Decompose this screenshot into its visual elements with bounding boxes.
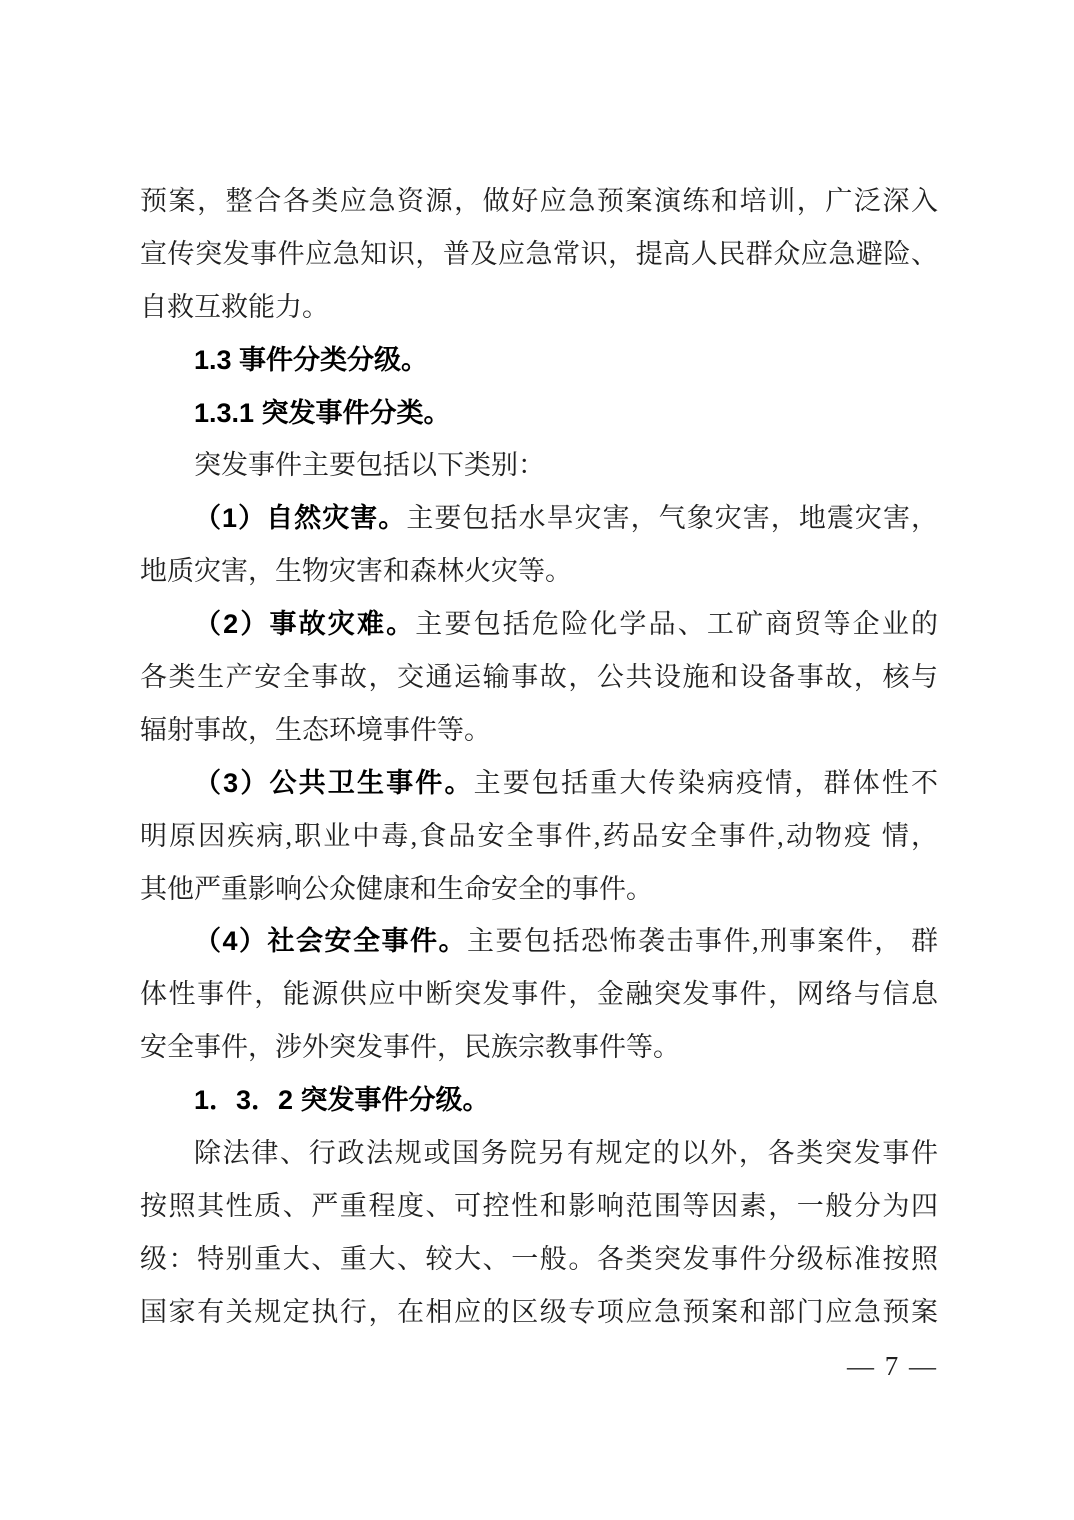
document-line <box>140 387 938 440</box>
text-segment: 自救互救能力。 <box>140 291 329 322</box>
document-line <box>140 1074 938 1127</box>
text-segment: 主要包括重大传染病疫情，群体性不 <box>473 767 938 798</box>
text-segment: 主要包括水旱灾害，气象灾害，地震灾害， <box>406 503 938 534</box>
text-segment: 级：特别重大、重大、较大、一般。各类突发事件分级标准按照 <box>140 1243 938 1274</box>
text-segment: 宣传突发事件应急知识，普及应急常识，提高人民群众应急避险、 <box>140 238 938 269</box>
document-line <box>140 1021 938 1074</box>
text-segment: 辐射事故，生态环境事件等。 <box>140 714 491 745</box>
document-line <box>140 1286 938 1339</box>
page-number: — 7 — <box>847 1351 938 1381</box>
document-line <box>140 704 938 757</box>
document-line <box>140 968 938 1021</box>
document-line <box>140 757 938 810</box>
bold-text-segment: 1．3．2 突发事件分级。 <box>194 1085 490 1116</box>
document-line <box>140 175 938 228</box>
text-segment: 主要包括恐怖袭击事件,刑事案件， 群 <box>467 926 938 957</box>
document-line <box>140 228 938 281</box>
text-segment: 国家有关规定执行，在相应的区级专项应急预案和部门应急预案 <box>140 1296 938 1327</box>
bold-text-segment: 1.3.1 突发事件分类。 <box>194 397 451 428</box>
document-line <box>140 1127 938 1180</box>
text-segment: 体性事件，能源供应中断突发事件，金融突发事件，网络与信息 <box>140 979 938 1010</box>
document-line <box>140 545 938 598</box>
document-line <box>140 651 938 704</box>
document-line <box>140 334 938 387</box>
text-segment: 其他严重影响公众健康和生命安全的事件。 <box>140 873 653 904</box>
document-line <box>140 863 938 916</box>
bold-text-segment: （1）自然灾害。 <box>194 503 407 534</box>
document-line <box>140 1233 938 1286</box>
bold-text-segment: （2）事故灾难。 <box>194 609 416 640</box>
text-segment: 除法律、行政法规或国务院另有规定的以外，各类突发事件 <box>194 1138 938 1169</box>
document-line <box>140 281 938 334</box>
text-segment: 安全事件，涉外突发事件，民族宗教事件等。 <box>140 1032 680 1063</box>
text-segment: 各类生产安全事故，交通运输事故，公共设施和设备事故，核与 <box>140 662 938 693</box>
text-segment: 按照其性质、严重程度、可控性和影响范围等因素，一般分为四 <box>140 1190 938 1221</box>
document-line <box>140 598 938 651</box>
document-line <box>140 810 938 863</box>
text-segment: 预案，整合各类应急资源，做好应急预案演练和培训，广泛深入 <box>140 186 938 216</box>
bold-text-segment: （4）社会安全事件。 <box>194 926 468 957</box>
text-segment: 突发事件主要包括以下类别： <box>194 450 545 481</box>
document-line <box>140 1180 938 1233</box>
bold-text-segment: （3）公共卫生事件。 <box>194 767 474 798</box>
text-segment: 地质灾害，生物灾害和森林火灾等。 <box>140 556 572 587</box>
text-segment: 明原因疾病,职业中毒,食品安全事件,药品安全事件,动物疫 情， <box>140 820 938 851</box>
text-segment: 主要包括危险化学品、工矿商贸等企业的 <box>415 609 938 640</box>
document-line <box>140 492 938 545</box>
document-line <box>140 915 938 968</box>
document-line <box>140 439 938 492</box>
bold-text-segment: 1.3 事件分类分级。 <box>194 344 429 375</box>
document-body <box>140 175 938 1339</box>
